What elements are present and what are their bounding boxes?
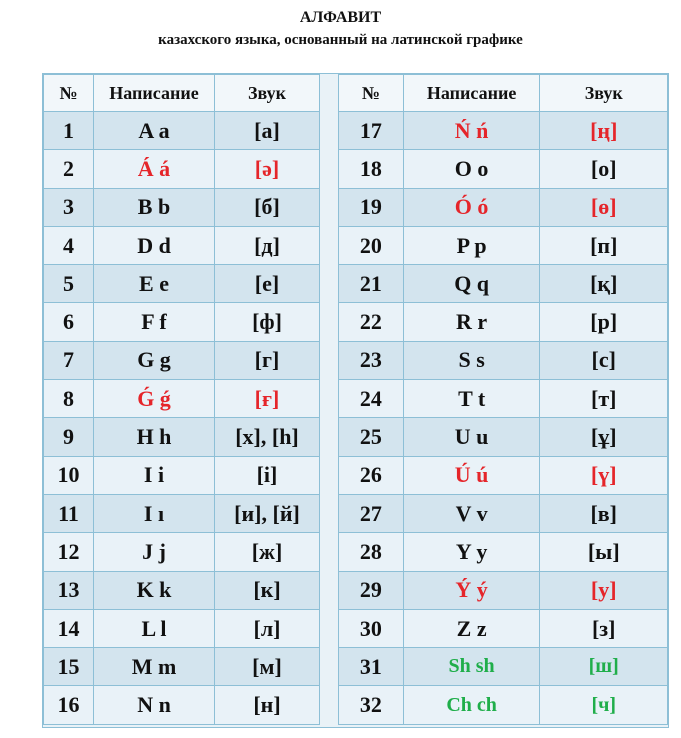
table-row xyxy=(339,188,668,226)
letter-number: 4 xyxy=(44,226,94,264)
letter-number: 5 xyxy=(44,265,94,303)
letter-spelling: I ı xyxy=(94,494,215,532)
letter-number: 29 xyxy=(339,571,404,609)
letter-spelling: Ý ý xyxy=(403,571,540,609)
letter-sound: [ф] xyxy=(215,303,320,341)
letter-sound: [с] xyxy=(540,341,668,379)
table-row xyxy=(339,533,668,571)
letter-sound: [ң] xyxy=(540,112,668,150)
table-row xyxy=(44,494,320,532)
letter-sound: [ж] xyxy=(215,533,320,571)
page-title: АЛФАВИТ xyxy=(299,9,382,26)
letter-sound: [д] xyxy=(215,226,320,264)
letter-spelling: F f xyxy=(94,303,215,341)
letter-number: 13 xyxy=(44,571,94,609)
letter-number: 6 xyxy=(44,303,94,341)
table-row xyxy=(44,380,320,418)
table-row xyxy=(44,265,320,303)
letter-sound: [г] xyxy=(215,341,320,379)
letter-number: 22 xyxy=(339,303,404,341)
letter-sound: [л] xyxy=(215,609,320,647)
letter-spelling: Ó ó xyxy=(403,188,540,226)
letter-spelling: U u xyxy=(403,418,540,456)
letter-spelling: Q q xyxy=(403,265,540,303)
letter-number: 17 xyxy=(339,112,404,150)
table-row xyxy=(44,648,320,686)
letter-sound: [п] xyxy=(540,226,668,264)
letter-number: 8 xyxy=(44,380,94,418)
letter-sound: [в] xyxy=(540,494,668,532)
letter-number: 32 xyxy=(339,686,404,724)
letter-number: 11 xyxy=(44,494,94,532)
letter-spelling: Ch ch xyxy=(403,686,540,724)
header-number: № xyxy=(339,75,404,112)
letter-spelling: Sh sh xyxy=(403,648,540,686)
letter-sound: [e] xyxy=(215,265,320,303)
letter-number: 2 xyxy=(44,150,94,188)
letter-sound: [м] xyxy=(215,648,320,686)
letter-sound: [т] xyxy=(540,380,668,418)
letter-sound: [к] xyxy=(215,571,320,609)
letter-number: 25 xyxy=(339,418,404,456)
letter-number: 19 xyxy=(339,188,404,226)
table-row xyxy=(339,571,668,609)
letter-sound: [б] xyxy=(215,188,320,226)
letter-sound: [і] xyxy=(215,456,320,494)
letter-spelling: B b xyxy=(94,188,215,226)
letter-spelling: O o xyxy=(403,150,540,188)
letter-spelling: N n xyxy=(94,686,215,724)
header-sound: Звук xyxy=(215,75,320,112)
alphabet-table-right xyxy=(338,74,668,725)
letter-spelling: Ǵ ǵ xyxy=(94,380,215,418)
table-row xyxy=(44,112,320,150)
page-subtitle: казахского языка, основанный на латинской графике xyxy=(158,32,523,48)
letter-sound: [о] xyxy=(540,150,668,188)
header-spelling: Написание xyxy=(94,75,215,112)
letter-spelling: Ú ú xyxy=(403,456,540,494)
letter-sound: [х], [h] xyxy=(215,418,320,456)
table-row xyxy=(44,418,320,456)
table-row xyxy=(44,188,320,226)
letter-number: 7 xyxy=(44,341,94,379)
table-row xyxy=(339,341,668,379)
letter-sound: [ө] xyxy=(540,188,668,226)
letter-number: 31 xyxy=(339,648,404,686)
letter-sound: [ч] xyxy=(540,686,668,724)
table-row xyxy=(44,150,320,188)
table-row xyxy=(339,418,668,456)
letter-sound: [з] xyxy=(540,609,668,647)
header-spelling: Написание xyxy=(403,75,540,112)
letter-spelling: T t xyxy=(403,380,540,418)
letter-spelling: Á á xyxy=(94,150,215,188)
letter-spelling: K k xyxy=(94,571,215,609)
letter-sound: [ү] xyxy=(540,456,668,494)
letter-number: 3 xyxy=(44,188,94,226)
alphabet-table xyxy=(42,73,669,728)
letter-sound: [қ] xyxy=(540,265,668,303)
letter-number: 15 xyxy=(44,648,94,686)
letter-number: 10 xyxy=(44,456,94,494)
letter-spelling: Y y xyxy=(403,533,540,571)
table-row xyxy=(339,686,668,724)
letter-number: 21 xyxy=(339,265,404,303)
letter-number: 9 xyxy=(44,418,94,456)
letter-spelling: Z z xyxy=(403,609,540,647)
letter-spelling: R r xyxy=(403,303,540,341)
letter-sound: [ы] xyxy=(540,533,668,571)
letter-sound: [р] xyxy=(540,303,668,341)
letter-number: 14 xyxy=(44,609,94,647)
letter-sound: [и], [й] xyxy=(215,494,320,532)
table-row xyxy=(339,150,668,188)
letter-sound: [ұ] xyxy=(540,418,668,456)
letter-spelling: Ń ń xyxy=(403,112,540,150)
letter-spelling: S s xyxy=(403,341,540,379)
table-row xyxy=(44,226,320,264)
letter-number: 23 xyxy=(339,341,404,379)
letter-sound: [ш] xyxy=(540,648,668,686)
letter-number: 18 xyxy=(339,150,404,188)
table-row xyxy=(44,341,320,379)
letter-spelling: H h xyxy=(94,418,215,456)
letter-spelling: I i xyxy=(94,456,215,494)
table-row xyxy=(339,609,668,647)
letter-spelling: J j xyxy=(94,533,215,571)
table-row xyxy=(44,686,320,724)
alphabet-table-left xyxy=(43,74,320,725)
table-row xyxy=(44,571,320,609)
header-sound: Звук xyxy=(540,75,668,112)
letter-spelling: V v xyxy=(403,494,540,532)
letter-spelling: D d xyxy=(94,226,215,264)
table-row xyxy=(339,303,668,341)
letter-number: 12 xyxy=(44,533,94,571)
letter-sound: [ә] xyxy=(215,150,320,188)
table-row xyxy=(44,609,320,647)
letter-spelling: E e xyxy=(94,265,215,303)
table-row xyxy=(44,533,320,571)
letter-sound: [н] xyxy=(215,686,320,724)
letter-sound: [ғ] xyxy=(215,380,320,418)
header-number: № xyxy=(44,75,94,112)
table-row xyxy=(339,380,668,418)
table-row xyxy=(339,265,668,303)
letter-spelling: L l xyxy=(94,609,215,647)
table-row xyxy=(339,226,668,264)
letter-spelling: M m xyxy=(94,648,215,686)
letter-spelling: P p xyxy=(403,226,540,264)
letter-number: 26 xyxy=(339,456,404,494)
letter-number: 20 xyxy=(339,226,404,264)
table-row xyxy=(44,456,320,494)
letter-number: 28 xyxy=(339,533,404,571)
letter-number: 16 xyxy=(44,686,94,724)
table-row xyxy=(44,303,320,341)
table-row xyxy=(339,456,668,494)
letter-number: 1 xyxy=(44,112,94,150)
letter-sound: [a] xyxy=(215,112,320,150)
letter-sound: [у] xyxy=(540,571,668,609)
table-row xyxy=(339,112,668,150)
letter-number: 30 xyxy=(339,609,404,647)
letter-number: 24 xyxy=(339,380,404,418)
letter-spelling: G g xyxy=(94,341,215,379)
table-row xyxy=(339,494,668,532)
letter-number: 27 xyxy=(339,494,404,532)
letter-spelling: A a xyxy=(94,112,215,150)
table-row xyxy=(339,648,668,686)
